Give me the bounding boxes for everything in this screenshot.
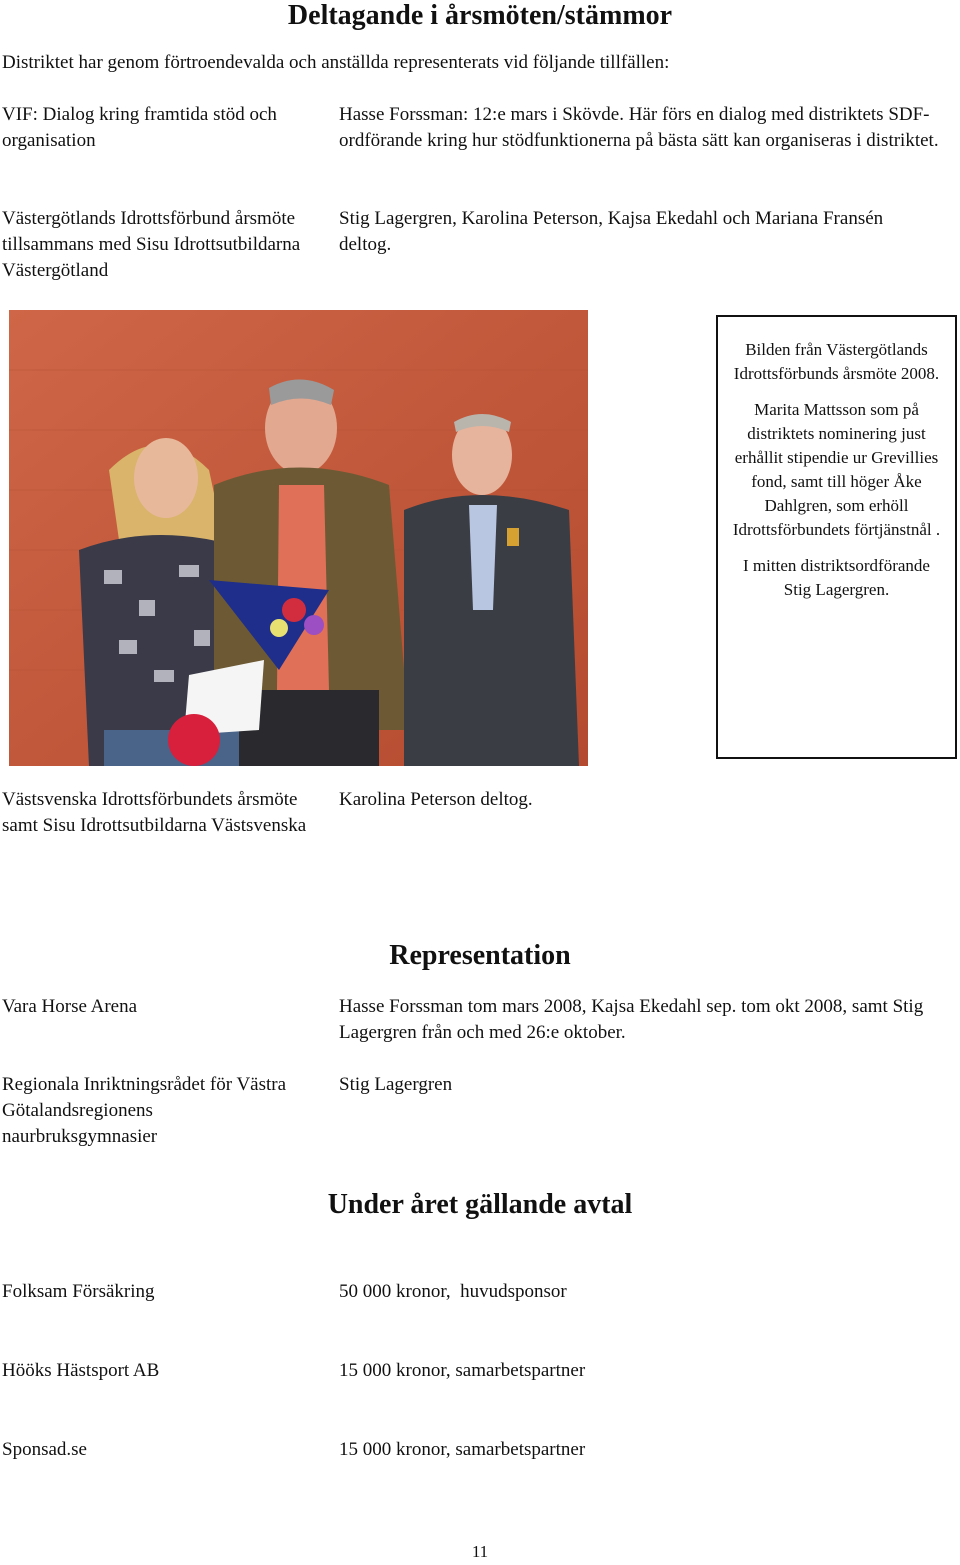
event-detail-vif: Hasse Forssman: 12:e mars i Skövde. Här förs en dialog med distriktets SDF-ordförande kring hur stödfunktionerna på bästa sätt kan organiseras i distriktet. — [339, 104, 939, 151]
event-detail-vastsvenska: Karolina Peterson deltog. — [339, 789, 533, 810]
section-heading-arsmoten: Deltagande i årsmöten/stämmor — [287, 0, 673, 31]
agreement-detail-hooks: 15 000 kronor, samarbetspartner — [339, 1360, 586, 1381]
representation-detail-vara: Hasse Forssman tom mars 2008, Kajsa Ekedahl sep. tom okt 2008, samt Stig Lagergren från och med 26:e oktober. — [339, 996, 924, 1043]
page-number: 11 — [471, 1542, 489, 1561]
agreement-label-hooks: Hööks Hästsport AB — [2, 1360, 160, 1381]
agreement-detail-sponsad: 15 000 kronor, samarbetspartner — [339, 1439, 586, 1460]
event-label-vif: VIF: Dialog kring framtida stöd och organisation — [2, 104, 277, 151]
caption-paragraph-2: Marita Mattsson som på distriktets nominering just erhållit stipendie ur Grevillies fond, samt till höger Åke Dahlgren, som erhöll Idrottsförbundets förtjänstnål . — [732, 400, 941, 539]
caption-paragraph-3: I mitten distriktsordförande Stig Lagergren. — [743, 556, 930, 599]
event-label-vastsvenska: Västsvenska Idrottsförbundets årsmöte samt Sisu Idrottsutbildarna Västsvenska — [2, 789, 307, 836]
representation-detail-inriktningsradet: Stig Lagergren — [339, 1074, 453, 1095]
intro-text: Distriktet har genom förtroendevalda och anställda representerats vid följande tillfällen: — [2, 52, 670, 73]
agreement-label-folksam: Folksam Försäkring — [2, 1281, 155, 1302]
group-photo-illustration — [9, 310, 588, 766]
section-heading-representation: Representation — [389, 940, 571, 971]
representation-label-vara: Vara Horse Arena — [2, 996, 138, 1017]
caption-paragraph-1: Bilden från Västergötlands Idrottsförbunds årsmöte 2008. — [733, 340, 940, 383]
representation-label-inriktningsradet: Regionala Inriktningsrådet för Västra Götalandsregionens naurbruksgymnasier — [2, 1074, 287, 1147]
section-heading-avtal: Under året gällande avtal — [327, 1189, 633, 1220]
agreement-label-sponsad: Sponsad.se — [2, 1439, 87, 1460]
agreement-detail-folksam: 50 000 kronor, huvudsponsor — [339, 1281, 567, 1302]
photo-caption-box — [716, 315, 957, 759]
event-label-vastergotland: Västergötlands Idrottsförbund årsmöte tillsammans med Sisu Idrottsutbildarna Västergötland — [2, 208, 301, 281]
group-photo — [9, 310, 588, 766]
event-detail-vastergotland: Stig Lagergren, Karolina Peterson, Kajsa Ekedahl och Mariana Fransén deltog. — [339, 208, 884, 255]
